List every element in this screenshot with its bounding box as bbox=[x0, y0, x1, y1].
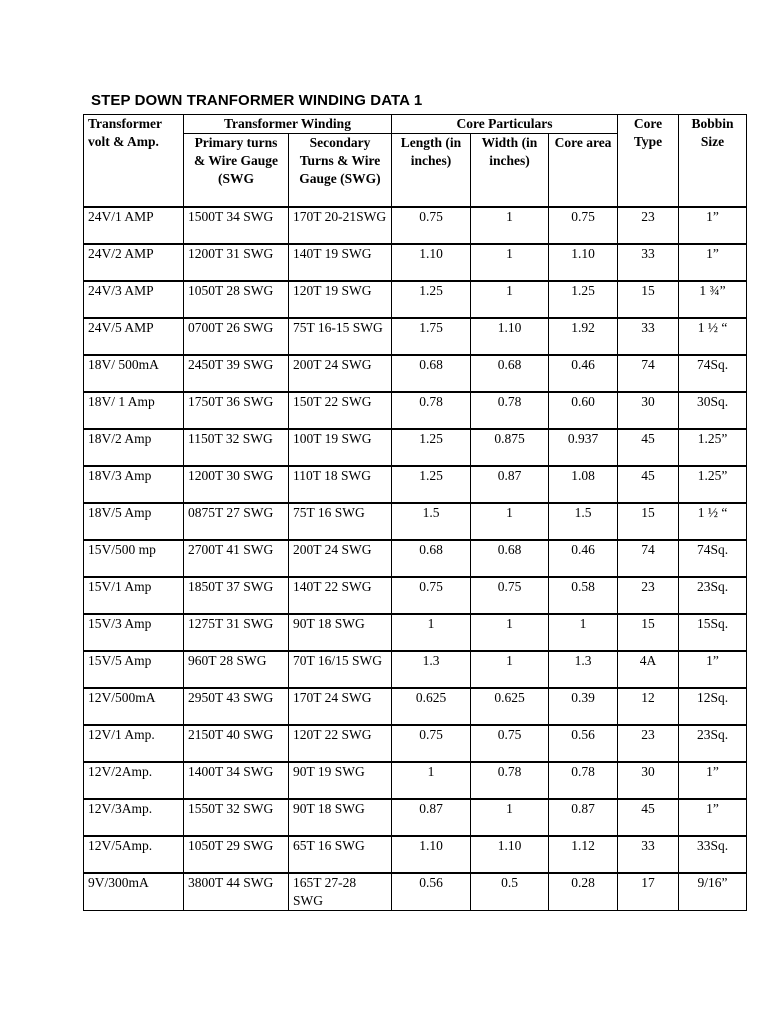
table-row bbox=[84, 244, 747, 281]
cell-length: 0.68 bbox=[392, 355, 471, 392]
cell-core-type: 45 bbox=[618, 799, 679, 836]
page-title: STEP DOWN TRANFORMER WINDING DATA 1 bbox=[91, 92, 423, 109]
cell-bobbin-size: 23Sq. bbox=[679, 577, 747, 614]
cell-length: 1 bbox=[392, 762, 471, 799]
cell-width: 0.78 bbox=[471, 392, 549, 429]
cell-secondary: 65T 16 SWG bbox=[289, 836, 392, 873]
cell-length: 1.75 bbox=[392, 318, 471, 355]
cell-transformer: 24V/1 AMP bbox=[84, 207, 184, 244]
cell-primary: 2950T 43 SWG bbox=[184, 688, 289, 725]
cell-core-type: 33 bbox=[618, 244, 679, 281]
cell-transformer: 12V/500mA bbox=[84, 688, 184, 725]
cell-secondary: 200T 24 SWG bbox=[289, 540, 392, 577]
cell-transformer: 12V/5Amp. bbox=[84, 836, 184, 873]
table-row bbox=[84, 503, 747, 540]
cell-transformer: 24V/3 AMP bbox=[84, 281, 184, 318]
cell-core-area: 0.937 bbox=[549, 429, 618, 466]
cell-core-area: 1.3 bbox=[549, 651, 618, 688]
cell-bobbin-size: 1” bbox=[679, 762, 747, 799]
cell-core-type: 74 bbox=[618, 540, 679, 577]
cell-primary: 1150T 32 SWG bbox=[184, 429, 289, 466]
table-row bbox=[84, 429, 747, 466]
cell-bobbin-size: 1 ½ “ bbox=[679, 503, 747, 540]
cell-bobbin-size: 1.25” bbox=[679, 429, 747, 466]
cell-primary: 3800T 44 SWG bbox=[184, 873, 289, 911]
cell-secondary: 140T 22 SWG bbox=[289, 577, 392, 614]
header-primary: Primary turns & Wire Gauge (SWG bbox=[184, 134, 289, 208]
cell-primary: 1550T 32 SWG bbox=[184, 799, 289, 836]
cell-transformer: 15V/3 Amp bbox=[84, 614, 184, 651]
cell-core-area: 1.08 bbox=[549, 466, 618, 503]
cell-primary: 2150T 40 SWG bbox=[184, 725, 289, 762]
cell-secondary: 170T 24 SWG bbox=[289, 688, 392, 725]
cell-core-area: 0.58 bbox=[549, 577, 618, 614]
cell-transformer: 24V/5 AMP bbox=[84, 318, 184, 355]
cell-bobbin-size: 74Sq. bbox=[679, 355, 747, 392]
cell-width: 0.75 bbox=[471, 577, 549, 614]
cell-bobbin-size: 1” bbox=[679, 244, 747, 281]
table-row bbox=[84, 466, 747, 503]
cell-core-type: 23 bbox=[618, 577, 679, 614]
header-core-area: Core area bbox=[549, 134, 618, 208]
header-secondary: Secondary Turns & Wire Gauge (SWG) bbox=[289, 134, 392, 208]
cell-core-area: 0.46 bbox=[549, 355, 618, 392]
cell-transformer: 18V/2 Amp bbox=[84, 429, 184, 466]
cell-primary: 0875T 27 SWG bbox=[184, 503, 289, 540]
cell-transformer: 9V/300mA bbox=[84, 873, 184, 911]
cell-transformer: 18V/ 500mA bbox=[84, 355, 184, 392]
cell-secondary: 90T 18 SWG bbox=[289, 614, 392, 651]
cell-core-area: 0.60 bbox=[549, 392, 618, 429]
cell-length: 1.5 bbox=[392, 503, 471, 540]
cell-core-type: 23 bbox=[618, 207, 679, 244]
cell-core-type: 33 bbox=[618, 836, 679, 873]
cell-primary: 2450T 39 SWG bbox=[184, 355, 289, 392]
cell-width: 0.68 bbox=[471, 540, 549, 577]
cell-core-type: 17 bbox=[618, 873, 679, 911]
table-row bbox=[84, 207, 747, 244]
table-row bbox=[84, 281, 747, 318]
cell-core-type: 30 bbox=[618, 762, 679, 799]
header-bobbin-size: Bobbin Size bbox=[679, 115, 747, 208]
cell-length: 0.68 bbox=[392, 540, 471, 577]
cell-length: 0.87 bbox=[392, 799, 471, 836]
cell-transformer: 15V/1 Amp bbox=[84, 577, 184, 614]
cell-length: 0.75 bbox=[392, 207, 471, 244]
header-length: Length (in inches) bbox=[392, 134, 471, 208]
cell-transformer: 18V/3 Amp bbox=[84, 466, 184, 503]
table-row bbox=[84, 614, 747, 651]
cell-bobbin-size: 1 ½ “ bbox=[679, 318, 747, 355]
cell-secondary: 75T 16-15 SWG bbox=[289, 318, 392, 355]
cell-primary: 1750T 36 SWG bbox=[184, 392, 289, 429]
cell-core-type: 30 bbox=[618, 392, 679, 429]
cell-primary: 960T 28 SWG bbox=[184, 651, 289, 688]
table-row bbox=[84, 873, 747, 911]
cell-primary: 1200T 30 SWG bbox=[184, 466, 289, 503]
cell-core-type: 45 bbox=[618, 466, 679, 503]
cell-transformer: 12V/2Amp. bbox=[84, 762, 184, 799]
cell-core-area: 0.87 bbox=[549, 799, 618, 836]
cell-secondary: 70T 16/15 SWG bbox=[289, 651, 392, 688]
table-row bbox=[84, 799, 747, 836]
cell-transformer: 18V/5 Amp bbox=[84, 503, 184, 540]
cell-bobbin-size: 1” bbox=[679, 207, 747, 244]
cell-width: 0.68 bbox=[471, 355, 549, 392]
cell-core-type: 23 bbox=[618, 725, 679, 762]
cell-width: 1 bbox=[471, 244, 549, 281]
table-row bbox=[84, 836, 747, 873]
cell-width: 1 bbox=[471, 651, 549, 688]
cell-secondary: 90T 19 SWG bbox=[289, 762, 392, 799]
table-row bbox=[84, 577, 747, 614]
cell-core-type: 15 bbox=[618, 614, 679, 651]
cell-secondary: 120T 19 SWG bbox=[289, 281, 392, 318]
cell-secondary: 100T 19 SWG bbox=[289, 429, 392, 466]
cell-transformer: 24V/2 AMP bbox=[84, 244, 184, 281]
cell-secondary: 110T 18 SWG bbox=[289, 466, 392, 503]
cell-length: 0.75 bbox=[392, 577, 471, 614]
cell-width: 1 bbox=[471, 281, 549, 318]
cell-transformer: 15V/5 Amp bbox=[84, 651, 184, 688]
cell-length: 1.25 bbox=[392, 429, 471, 466]
cell-bobbin-size: 9/16” bbox=[679, 873, 747, 911]
winding-data-table bbox=[83, 114, 747, 911]
cell-core-type: 15 bbox=[618, 281, 679, 318]
cell-width: 1 bbox=[471, 207, 549, 244]
cell-length: 1.10 bbox=[392, 244, 471, 281]
cell-bobbin-size: 30Sq. bbox=[679, 392, 747, 429]
table-row bbox=[84, 651, 747, 688]
cell-width: 1 bbox=[471, 614, 549, 651]
cell-secondary: 170T 20-21SWG bbox=[289, 207, 392, 244]
cell-primary: 1050T 28 SWG bbox=[184, 281, 289, 318]
cell-core-area: 0.39 bbox=[549, 688, 618, 725]
table-row bbox=[84, 392, 747, 429]
cell-width: 0.625 bbox=[471, 688, 549, 725]
cell-transformer: 15V/500 mp bbox=[84, 540, 184, 577]
table-row bbox=[84, 318, 747, 355]
cell-bobbin-size: 1.25” bbox=[679, 466, 747, 503]
cell-core-area: 0.56 bbox=[549, 725, 618, 762]
cell-core-type: 33 bbox=[618, 318, 679, 355]
cell-core-area: 1.10 bbox=[549, 244, 618, 281]
table-row bbox=[84, 540, 747, 577]
cell-length: 1.25 bbox=[392, 466, 471, 503]
cell-width: 0.78 bbox=[471, 762, 549, 799]
cell-width: 1 bbox=[471, 503, 549, 540]
cell-bobbin-size: 1” bbox=[679, 651, 747, 688]
cell-transformer: 12V/3Amp. bbox=[84, 799, 184, 836]
cell-primary: 1050T 29 SWG bbox=[184, 836, 289, 873]
cell-length: 0.75 bbox=[392, 725, 471, 762]
cell-core-type: 12 bbox=[618, 688, 679, 725]
cell-bobbin-size: 33Sq. bbox=[679, 836, 747, 873]
header-transformer: Transformer volt & Amp. bbox=[84, 115, 184, 208]
cell-core-type: 45 bbox=[618, 429, 679, 466]
cell-secondary: 75T 16 SWG bbox=[289, 503, 392, 540]
cell-core-type: 15 bbox=[618, 503, 679, 540]
cell-bobbin-size: 12Sq. bbox=[679, 688, 747, 725]
cell-transformer: 18V/ 1 Amp bbox=[84, 392, 184, 429]
table-row bbox=[84, 355, 747, 392]
cell-core-area: 1 bbox=[549, 614, 618, 651]
header-width: Width (in inches) bbox=[471, 134, 549, 208]
cell-core-area: 1.5 bbox=[549, 503, 618, 540]
header-row-groups bbox=[84, 115, 747, 134]
cell-secondary: 120T 22 SWG bbox=[289, 725, 392, 762]
cell-width: 0.87 bbox=[471, 466, 549, 503]
cell-width: 1.10 bbox=[471, 318, 549, 355]
cell-core-area: 1.12 bbox=[549, 836, 618, 873]
cell-secondary: 165T 27-28 SWG bbox=[289, 873, 392, 911]
cell-secondary: 90T 18 SWG bbox=[289, 799, 392, 836]
cell-width: 0.75 bbox=[471, 725, 549, 762]
cell-width: 1 bbox=[471, 799, 549, 836]
cell-primary: 0700T 26 SWG bbox=[184, 318, 289, 355]
cell-transformer: 12V/1 Amp. bbox=[84, 725, 184, 762]
header-winding-group: Transformer Winding bbox=[184, 115, 392, 134]
cell-primary: 2700T 41 SWG bbox=[184, 540, 289, 577]
cell-core-type: 4A bbox=[618, 651, 679, 688]
cell-width: 1.10 bbox=[471, 836, 549, 873]
cell-bobbin-size: 1” bbox=[679, 799, 747, 836]
cell-core-area: 1.92 bbox=[549, 318, 618, 355]
cell-primary: 1275T 31 SWG bbox=[184, 614, 289, 651]
cell-bobbin-size: 74Sq. bbox=[679, 540, 747, 577]
cell-length: 0.78 bbox=[392, 392, 471, 429]
table-row bbox=[84, 725, 747, 762]
cell-secondary: 150T 22 SWG bbox=[289, 392, 392, 429]
cell-core-area: 1.25 bbox=[549, 281, 618, 318]
cell-length: 0.56 bbox=[392, 873, 471, 911]
cell-length: 1 bbox=[392, 614, 471, 651]
cell-core-area: 0.28 bbox=[549, 873, 618, 911]
cell-core-area: 0.78 bbox=[549, 762, 618, 799]
cell-core-area: 0.75 bbox=[549, 207, 618, 244]
cell-length: 1.25 bbox=[392, 281, 471, 318]
cell-secondary: 200T 24 SWG bbox=[289, 355, 392, 392]
table-row bbox=[84, 762, 747, 799]
cell-primary: 1400T 34 SWG bbox=[184, 762, 289, 799]
cell-length: 0.625 bbox=[392, 688, 471, 725]
cell-core-type: 74 bbox=[618, 355, 679, 392]
cell-bobbin-size: 23Sq. bbox=[679, 725, 747, 762]
header-core-type: Core Type bbox=[618, 115, 679, 208]
cell-bobbin-size: 15Sq. bbox=[679, 614, 747, 651]
header-core-group: Core Particulars bbox=[392, 115, 618, 134]
table-row bbox=[84, 688, 747, 725]
cell-primary: 1500T 34 SWG bbox=[184, 207, 289, 244]
cell-primary: 1200T 31 SWG bbox=[184, 244, 289, 281]
cell-primary: 1850T 37 SWG bbox=[184, 577, 289, 614]
cell-length: 1.10 bbox=[392, 836, 471, 873]
cell-secondary: 140T 19 SWG bbox=[289, 244, 392, 281]
cell-width: 0.875 bbox=[471, 429, 549, 466]
cell-core-area: 0.46 bbox=[549, 540, 618, 577]
cell-bobbin-size: 1 ¾” bbox=[679, 281, 747, 318]
cell-length: 1.3 bbox=[392, 651, 471, 688]
cell-width: 0.5 bbox=[471, 873, 549, 911]
